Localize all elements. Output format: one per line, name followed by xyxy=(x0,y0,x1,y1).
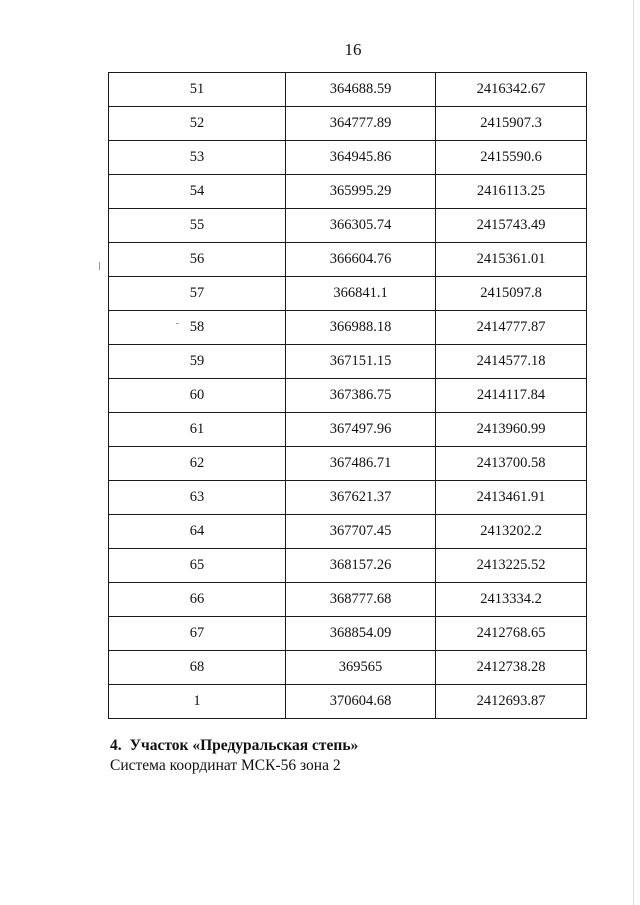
section-heading xyxy=(110,737,358,755)
table-row xyxy=(109,311,587,345)
y-coordinate-cell: 2413225.52 xyxy=(436,549,587,583)
table-row xyxy=(109,141,587,175)
coordinates-table xyxy=(108,72,587,719)
table-row xyxy=(109,209,587,243)
table-row xyxy=(109,447,587,481)
table-row xyxy=(109,651,587,685)
point-number-cell: 68 xyxy=(109,651,286,685)
x-coordinate-cell: 366305.74 xyxy=(286,209,436,243)
y-coordinate-cell: 2415743.49 xyxy=(436,209,587,243)
x-coordinate-cell: 367386.75 xyxy=(286,379,436,413)
x-coordinate-cell: 367151.15 xyxy=(286,345,436,379)
table-row xyxy=(109,345,587,379)
point-number-cell: 51 xyxy=(109,73,286,107)
y-coordinate-cell: 2415590.6 xyxy=(436,141,587,175)
y-coordinate-cell: 2413461.91 xyxy=(436,481,587,515)
x-coordinate-cell: 364777.89 xyxy=(286,107,436,141)
point-number-cell: 1 xyxy=(109,685,286,719)
y-coordinate-cell: 2415907.3 xyxy=(436,107,587,141)
y-coordinate-cell: 2413700.58 xyxy=(436,447,587,481)
y-coordinate-cell: 2413202.2 xyxy=(436,515,587,549)
point-number-cell: 56 xyxy=(109,243,286,277)
section-title: Участок «Предуральская степь» xyxy=(129,737,359,754)
x-coordinate-cell: 367707.45 xyxy=(286,515,436,549)
table-row xyxy=(109,617,587,651)
table-row xyxy=(109,685,587,719)
x-coordinate-cell: 367486.71 xyxy=(286,447,436,481)
point-number-cell: 57 xyxy=(109,277,286,311)
y-coordinate-cell: 2416342.67 xyxy=(436,73,587,107)
table-row xyxy=(109,379,587,413)
point-number-cell: 61 xyxy=(109,413,286,447)
table-row xyxy=(109,583,587,617)
point-number-cell: 59 xyxy=(109,345,286,379)
x-coordinate-cell: 365995.29 xyxy=(286,175,436,209)
y-coordinate-cell: 2413334.2 xyxy=(436,583,587,617)
y-coordinate-cell: 2416113.25 xyxy=(436,175,587,209)
y-coordinate-cell: 2415097.8 xyxy=(436,277,587,311)
point-number-cell: 65 xyxy=(109,549,286,583)
table-row xyxy=(109,243,587,277)
point-number-cell: 53 xyxy=(109,141,286,175)
point-number-cell: 60 xyxy=(109,379,286,413)
x-coordinate-cell: 366988.18 xyxy=(286,311,436,345)
x-coordinate-cell: 367497.96 xyxy=(286,413,436,447)
point-number-cell: 66 xyxy=(109,583,286,617)
point-number-cell: 63 xyxy=(109,481,286,515)
x-coordinate-cell: 367621.37 xyxy=(286,481,436,515)
point-number-cell: 67 xyxy=(109,617,286,651)
point-number-cell: 52 xyxy=(109,107,286,141)
y-coordinate-cell: 2414777.87 xyxy=(436,311,587,345)
table-row xyxy=(109,413,587,447)
scan-speck xyxy=(99,262,100,270)
point-number-cell: 54 xyxy=(109,175,286,209)
x-coordinate-cell: 366604.76 xyxy=(286,243,436,277)
point-number-cell: 58 xyxy=(109,311,286,345)
scan-speck xyxy=(176,323,179,324)
page-number: 16 xyxy=(344,40,362,59)
y-coordinate-cell: 2414117.84 xyxy=(436,379,587,413)
x-coordinate-cell: 366841.1 xyxy=(286,277,436,311)
table-row xyxy=(109,175,587,209)
coordinates-table-body xyxy=(109,73,587,719)
point-number-cell: 64 xyxy=(109,515,286,549)
point-number-cell: 55 xyxy=(109,209,286,243)
y-coordinate-cell: 2412738.28 xyxy=(436,651,587,685)
y-coordinate-cell: 2412693.87 xyxy=(436,685,587,719)
x-coordinate-cell: 364945.86 xyxy=(286,141,436,175)
table-row xyxy=(109,515,587,549)
x-coordinate-cell: 368157.26 xyxy=(286,549,436,583)
x-coordinate-cell: 368777.68 xyxy=(286,583,436,617)
point-number-cell: 62 xyxy=(109,447,286,481)
y-coordinate-cell: 2414577.18 xyxy=(436,345,587,379)
x-coordinate-cell: 370604.68 xyxy=(286,685,436,719)
x-coordinate-cell: 368854.09 xyxy=(286,617,436,651)
table-row xyxy=(109,549,587,583)
section-number: 4. xyxy=(110,737,122,754)
scan-page-edge xyxy=(633,0,634,905)
table-row xyxy=(109,73,587,107)
coordinate-system-label: Система координат МСК-56 зона 2 xyxy=(110,757,341,774)
x-coordinate-cell: 364688.59 xyxy=(286,73,436,107)
x-coordinate-cell: 369565 xyxy=(286,651,436,685)
y-coordinate-cell: 2412768.65 xyxy=(436,617,587,651)
table-row xyxy=(109,481,587,515)
table-row xyxy=(109,107,587,141)
y-coordinate-cell: 2413960.99 xyxy=(436,413,587,447)
table-row xyxy=(109,277,587,311)
y-coordinate-cell: 2415361.01 xyxy=(436,243,587,277)
